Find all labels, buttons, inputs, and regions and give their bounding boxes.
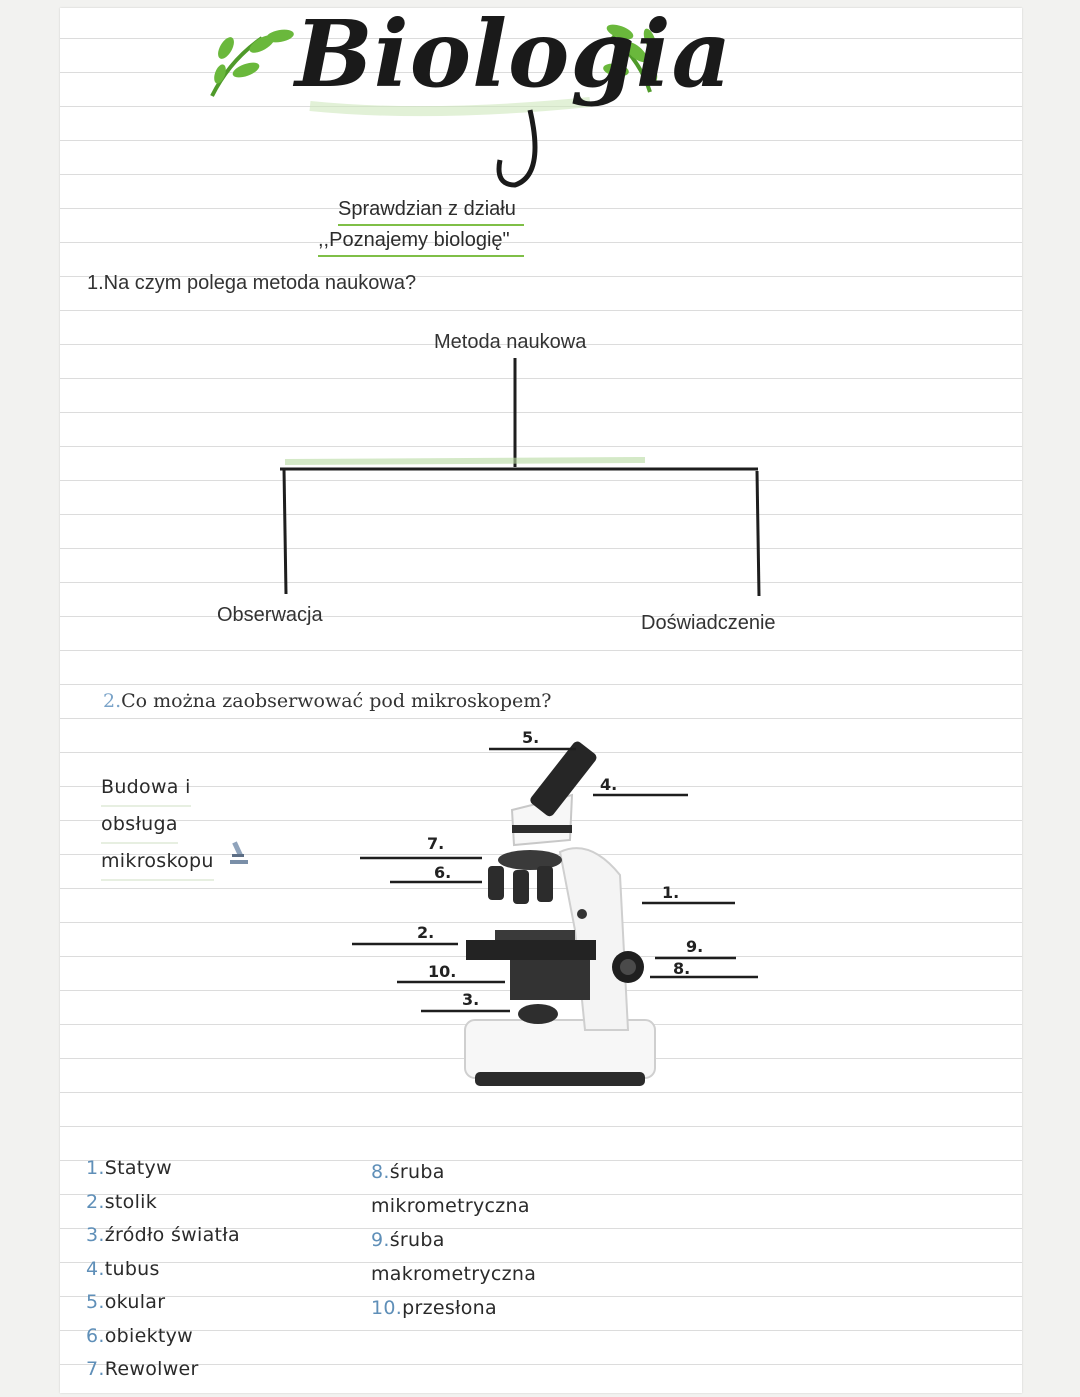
tree-left-node: Obserwacja bbox=[217, 604, 323, 626]
legend-column-2 bbox=[371, 1155, 536, 1325]
side-note-line-3: mikroskopu bbox=[101, 844, 214, 881]
legend-item: 2.stolik bbox=[86, 1190, 158, 1213]
question-2-text: Co można zaobserwować pod mikroskopem? bbox=[121, 690, 552, 712]
diagram-label-6: 6. bbox=[434, 863, 452, 882]
diagram-label-2: 2. bbox=[417, 923, 435, 942]
diagram-label-9: 9. bbox=[686, 937, 704, 956]
subtitle-line-1: Sprawdzian z działu bbox=[338, 195, 524, 226]
microscope-diagram bbox=[465, 740, 655, 1086]
legend-item: 10.przesłona bbox=[371, 1297, 497, 1319]
legend-item: 1.Statyw bbox=[86, 1157, 172, 1179]
legend-item: 6.obiektyw bbox=[86, 1324, 194, 1347]
legend-item: 5.okular bbox=[86, 1291, 166, 1313]
legend-column-1 bbox=[86, 1152, 240, 1387]
tree-right-node: Doświadczenie bbox=[641, 612, 776, 634]
diagram-label-5: 5. bbox=[522, 728, 540, 747]
microscope-icon bbox=[230, 841, 248, 864]
test-subtitle bbox=[318, 195, 524, 257]
side-note-line-1: Budowa i bbox=[101, 770, 191, 807]
diagram-label-10: 10. bbox=[428, 962, 457, 981]
tree-root-node: Metoda naukowa bbox=[434, 331, 587, 353]
side-note bbox=[101, 770, 214, 881]
legend-item: makrometryczna bbox=[371, 1263, 537, 1285]
tree-connectors bbox=[280, 358, 759, 596]
question-2 bbox=[103, 690, 551, 712]
question-1: 1.Na czym polega metoda naukowa? bbox=[87, 272, 417, 294]
side-note-line-2: obsługa bbox=[101, 807, 178, 844]
diagram-label-8: 8. bbox=[673, 959, 691, 978]
legend-item: 3.źródło światła bbox=[86, 1224, 240, 1246]
legend-item: 4.tubus bbox=[86, 1257, 160, 1280]
legend-item: 7.Rewolwer bbox=[86, 1358, 199, 1380]
page-title: Biologia bbox=[295, 0, 733, 108]
diagram-label-4: 4. bbox=[600, 775, 618, 794]
left-leaf-icon bbox=[212, 28, 295, 96]
legend-item: 8.śruba bbox=[371, 1161, 445, 1183]
diagram-label-3: 3. bbox=[462, 990, 480, 1009]
diagram-label-7: 7. bbox=[427, 834, 445, 853]
question-2-number: 2. bbox=[103, 690, 122, 712]
subtitle-line-2: ,,Poznajemy biologię" bbox=[318, 226, 524, 257]
legend-item: mikrometryczna bbox=[371, 1195, 530, 1217]
diagram-label-1: 1. bbox=[662, 883, 680, 902]
legend-item: 9.śruba bbox=[371, 1229, 445, 1251]
